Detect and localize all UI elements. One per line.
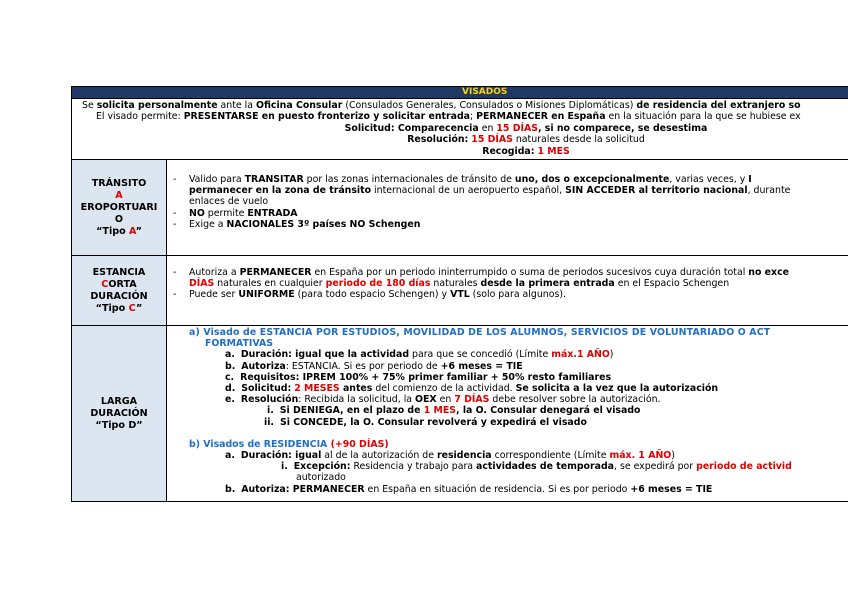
section-a-item-e-i: i. Si DENIEGA, en el plazo de 1 MES, la O. Consular denegará el visado [267,405,641,417]
section-b-item-a-i-cont: autorizado [296,472,346,484]
desc-corta [167,256,848,326]
section-a-item-b: b. Autoriza: ESTANCIA. Si es por periodo de +6 meses = TIE [225,360,523,372]
corta-item-1: - Autoriza a PERMANECER en España por un periodo ininterrumpido o suma de periodos sucesivos cuya duración total no exce DÍAS naturales en cualquier periodo de 180 días naturales desde la primera entrada en el Espacio Schengen [171,267,848,289]
section-a-item-a: a. Duración: igual que la actividad para que se concedió (Límite máx.1 AÑO) [225,349,614,361]
transito-item-1: - Valido para TRANSITAR por las zonas internacionales de tránsito de uno, dos o excepcionalmente, varias veces, y I permanecer en la zona de tránsito internacional de un aeropuerto español, SIN ACCEDER al territorio nacional, durante enlaces de vuelo [171,174,848,208]
intro-line-3: Solicitud: Comparecencia en 15 DÍAS, si no comparece, se desestima [344,122,708,134]
intro-line-2: El visado permite: PRESENTARSE en puesto fronterizo y solicitar entrada; PERMANECER en España en la situación para la que se hubiese ex [96,111,801,123]
label-corta: ESTANCIA CORTA DURACIÓN “Tipo C” [72,256,167,326]
section-a-heading: a) Visado de ESTANCIA POR ESTUDIOS, MOVILIDAD DE LOS ALUMNOS, SERVICIOS DE VOLUNTARIADO O ACT [189,327,771,338]
section-a-item-d: d. Solicitud: 2 MESES antes del comienzo de la actividad. Se solicita a la vez que la autorización [225,383,719,395]
transito-item-2: - NO permite ENTRADA [171,208,848,219]
section-a-item-e: e. Resolución: Recibida la solicitud, la OEX en 7 DÍAS debe resolver sobre la autorización. [225,394,661,406]
label-transito: TRÁNSITO A EROPORTUARI O “Tipo A” [72,160,167,256]
section-a-item-c: c. Requisitos: IPREM 100% + 75% primer familiar + 50% resto familiares [225,371,612,383]
desc-transito [167,160,848,256]
section-b-heading: b) Visados de RESIDENCIA (+90 DÍAS) [189,438,389,450]
visados-table [71,86,848,502]
transito-item-3: - Exige a NACIONALES 3º países NO Schengen [171,219,848,230]
section-b-item-a-i: i. Excepción: Residencia y trabajo para actividades de temporada, se expedirá por periodo de activid [281,461,792,473]
table-header [72,87,848,99]
desc-larga [167,326,848,502]
table-title: VISADOS [462,87,508,97]
larga-section-b [167,439,848,495]
intro-line-4: Resolución: 15 DÍAS naturales desde la solicitud [407,134,645,146]
section-a-item-e-ii: ii. Si CONCEDE, la O. Consular revolverá y expedirá el visado [264,416,587,428]
intro-line-5: Recogida: 1 MES [482,145,570,157]
intro-cell [72,99,848,160]
visados-sheet [71,86,848,504]
corta-item-2: - Puede ser UNIFORME (para todo espacio Schengen) y VTL (solo para algunos). [171,289,848,300]
label-larga: LARGA DURACIÓN “Tipo D” [72,326,167,502]
intro-line-1: Se solicita personalmente ante la Oficina Consular (Consulados Generales, Consulados o Misiones Diplomáticas) de residencia del extranjero so [82,100,801,111]
section-b-item-a: a. Duración: igual al de la autorización de residencia correspondiente (Límite máx. 1 AÑO) [225,450,675,462]
section-b-item-b: b. Autoriza: PERMANECER en España en situación de residencia. Si es por periodo +6 meses = TIE [225,483,713,495]
larga-section-a: a) Visado de ESTANCIA POR ESTUDIOS, MOVILIDAD DE LOS ALUMNOS, SERVICIOS DE VOLUNTARIADO O ACT FORMATIVAS a. Duración: igual que la actividad para que se concedió (Límite máx.1 AÑO) b. Autoriza: ESTANCIA. Si es por periodo de +6 meses = TIE c. Requisitos: IPREM 100% + 75% primer familiar + 50% resto familiares d. Solicitud: 2 MESES antes del comienzo de la actividad. Se solicita a la vez que la autorización e. Resolución: Recibida la solicitud, la OEX en 7 DÍAS debe resolver sobre la autorización. i. Si DENIEGA, en el plazo de 1 MES, la O. Consular denegará el visado ii. Si CONCEDE, la O. Consular revolverá y expedirá el visado [167,327,848,428]
